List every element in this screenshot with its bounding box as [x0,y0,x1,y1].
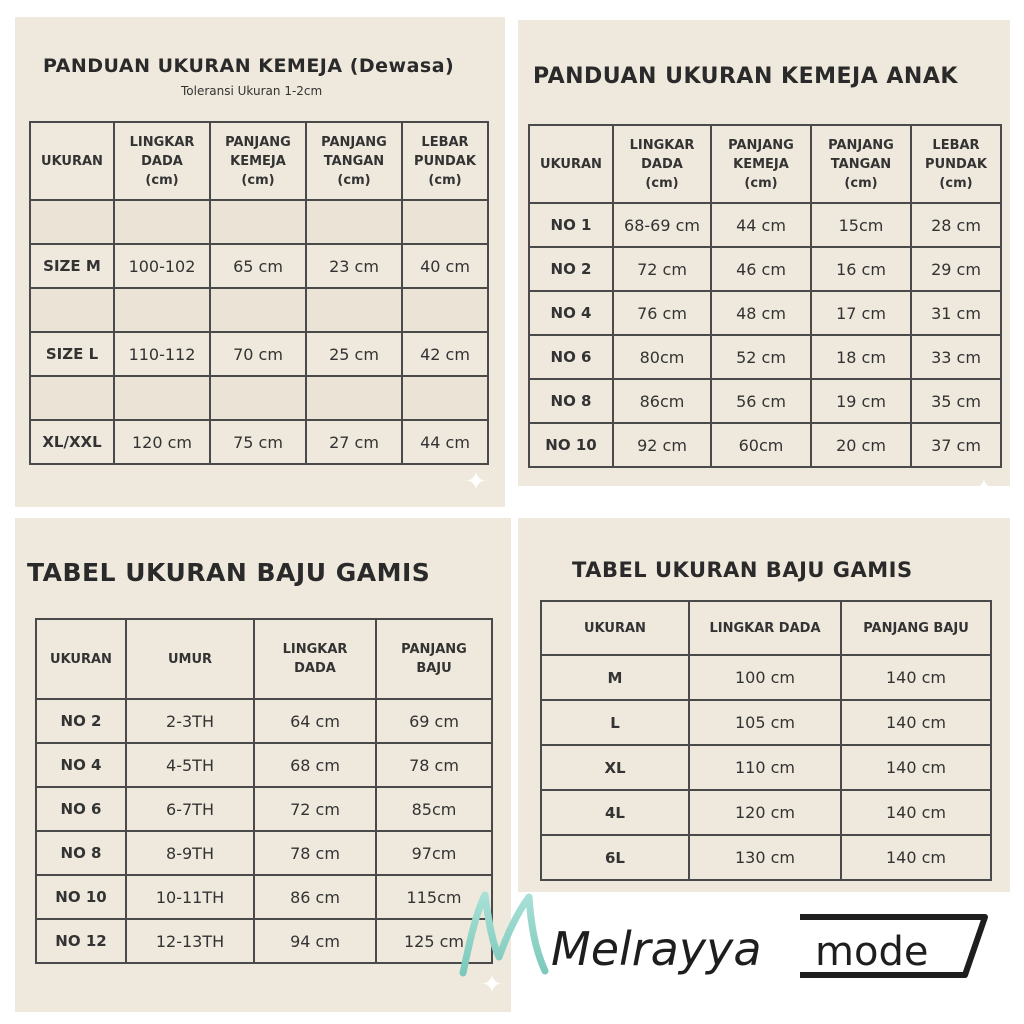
value-cell: 105 cm [689,700,841,745]
column-header: LINGKAR DADA [689,601,841,655]
panel-title: PANDUAN UKURAN KEMEJA (Dewasa) [43,55,455,77]
value-cell [210,288,306,332]
value-cell: 44 cm [711,203,811,247]
value-cell: 56 cm [711,379,811,423]
value-cell: 60cm [711,423,811,467]
value-cell: 86cm [613,379,711,423]
value-cell: 85cm [376,787,492,831]
table-row [529,247,1001,291]
column-header: PANJANG KEMEJA (cm) [210,122,306,200]
value-cell: 19 cm [811,379,911,423]
size-label-cell: XL/XXL [30,420,114,464]
value-cell: 15cm [811,203,911,247]
size-panel-gamis-adult [518,518,1010,892]
size-label-cell: NO 4 [36,743,126,787]
value-cell: 6-7TH [126,787,254,831]
sparkle-icon: ✦ [465,467,487,497]
size-label-cell: NO 1 [529,203,613,247]
size-label-cell: SIZE M [30,244,114,288]
size-label-cell: NO 8 [529,379,613,423]
sparkle-icon: ✦ [973,474,995,504]
value-cell: 125 cm [376,919,492,963]
sparkle-icon: ✦ [481,970,503,1000]
value-cell: 130 cm [689,835,841,880]
value-cell: 23 cm [306,244,402,288]
size-label-cell: NO 2 [529,247,613,291]
value-cell: 46 cm [711,247,811,291]
table-row [30,244,488,288]
table-row [529,423,1001,467]
value-cell: 76 cm [613,291,711,335]
value-cell: 40 cm [402,244,488,288]
size-table-adult-shirt [29,121,489,465]
table-row [36,919,492,963]
size-panel-gamis-kids [15,518,511,1012]
table-row [30,200,488,244]
value-cell: 110-112 [114,332,210,376]
value-cell: 115cm [376,875,492,919]
value-cell: 140 cm [841,655,991,700]
size-label-cell: NO 10 [36,875,126,919]
brand-logo [455,885,990,980]
value-cell [210,376,306,420]
value-cell: 20 cm [811,423,911,467]
value-cell [306,200,402,244]
brand-script-text: Melrayya [551,922,762,976]
table-row [529,335,1001,379]
value-cell: 29 cm [911,247,1001,291]
value-cell: 69 cm [376,699,492,743]
value-cell: 140 cm [841,790,991,835]
size-label-cell [30,376,114,420]
value-cell: 140 cm [841,700,991,745]
size-label-cell: L [541,700,689,745]
value-cell: 8-9TH [126,831,254,875]
size-label-cell: NO 10 [529,423,613,467]
value-cell: 78 cm [254,831,376,875]
table-row [541,745,991,790]
value-cell: 72 cm [613,247,711,291]
value-cell: 140 cm [841,745,991,790]
value-cell: 86 cm [254,875,376,919]
value-cell [114,376,210,420]
column-header: PANJANG BAJU [841,601,991,655]
column-header: PANJANG TANGAN (cm) [306,122,402,200]
value-cell: 120 cm [114,420,210,464]
value-cell: 25 cm [306,332,402,376]
value-cell [402,376,488,420]
size-label-cell: 4L [541,790,689,835]
value-cell: 110 cm [689,745,841,790]
value-cell: 70 cm [210,332,306,376]
column-header: PANJANG BAJU [376,619,492,699]
value-cell [114,288,210,332]
table-row [36,743,492,787]
column-header: LEBAR PUNDAK (cm) [402,122,488,200]
column-header: UKURAN [36,619,126,699]
value-cell: 31 cm [911,291,1001,335]
value-cell [402,200,488,244]
size-label-cell: 6L [541,835,689,880]
value-cell: 140 cm [841,835,991,880]
table-row [36,699,492,743]
value-cell: 4-5TH [126,743,254,787]
table-row [529,203,1001,247]
value-cell: 80cm [613,335,711,379]
value-cell: 97cm [376,831,492,875]
size-label-cell: NO 6 [529,335,613,379]
value-cell: 48 cm [711,291,811,335]
table-row [529,291,1001,335]
table-row [36,787,492,831]
value-cell: 64 cm [254,699,376,743]
value-cell: 16 cm [811,247,911,291]
size-label-cell: NO 2 [36,699,126,743]
value-cell: 35 cm [911,379,1001,423]
value-cell: 52 cm [711,335,811,379]
value-cell: 94 cm [254,919,376,963]
column-header: UKURAN [541,601,689,655]
value-cell [306,376,402,420]
panel-subtitle: Toleransi Ukuran 1-2cm [181,84,323,98]
brand-m-glyph [463,895,545,973]
value-cell: 100-102 [114,244,210,288]
value-cell: 68 cm [254,743,376,787]
value-cell: 37 cm [911,423,1001,467]
size-label-cell: NO 4 [529,291,613,335]
panel-title: TABEL UKURAN BAJU GAMIS [27,558,431,587]
table-row [30,376,488,420]
table-row [541,700,991,745]
size-label-cell: NO 8 [36,831,126,875]
value-cell: 28 cm [911,203,1001,247]
column-header: LINGKAR DADA (cm) [613,125,711,203]
table-row [36,831,492,875]
brand-box-text: mode [815,929,929,975]
value-cell: 2-3TH [126,699,254,743]
size-label-cell: M [541,655,689,700]
size-label-cell: NO 12 [36,919,126,963]
size-label-cell: XL [541,745,689,790]
table-row [541,790,991,835]
value-cell: 10-11TH [126,875,254,919]
value-cell: 27 cm [306,420,402,464]
value-cell: 72 cm [254,787,376,831]
size-table-gamis-adult [540,600,992,881]
value-cell: 42 cm [402,332,488,376]
size-table-kids-shirt [528,124,1002,468]
size-panel-kids-shirt [518,20,1010,504]
table-row [541,655,991,700]
value-cell: 100 cm [689,655,841,700]
value-cell: 92 cm [613,423,711,467]
column-header: LINGKAR DADA [254,619,376,699]
table-row [30,332,488,376]
value-cell: 44 cm [402,420,488,464]
size-label-cell [30,200,114,244]
value-cell [306,288,402,332]
column-header: LINGKAR DADA (cm) [114,122,210,200]
size-label-cell: SIZE L [30,332,114,376]
table-row [541,835,991,880]
table-row [30,288,488,332]
size-table-gamis-kids [35,618,493,964]
panel-title: PANDUAN UKURAN KEMEJA ANAK [533,64,958,89]
table-row [30,420,488,464]
panel-title: TABEL UKURAN BAJU GAMIS [572,558,913,582]
table-row [529,379,1001,423]
size-panel-adult-shirt [15,17,505,507]
value-cell: 12-13TH [126,919,254,963]
column-header: UMUR [126,619,254,699]
value-cell: 78 cm [376,743,492,787]
value-cell [402,288,488,332]
value-cell [114,200,210,244]
value-cell: 18 cm [811,335,911,379]
value-cell: 120 cm [689,790,841,835]
size-label-cell [30,288,114,332]
value-cell: 65 cm [210,244,306,288]
column-header: PANJANG KEMEJA (cm) [711,125,811,203]
column-header: UKURAN [30,122,114,200]
value-cell: 33 cm [911,335,1001,379]
value-cell: 75 cm [210,420,306,464]
size-label-cell: NO 6 [36,787,126,831]
column-header: LEBAR PUNDAK (cm) [911,125,1001,203]
value-cell: 68-69 cm [613,203,711,247]
value-cell: 17 cm [811,291,911,335]
table-row [36,875,492,919]
column-header: UKURAN [529,125,613,203]
column-header: PANJANG TANGAN (cm) [811,125,911,203]
value-cell [210,200,306,244]
